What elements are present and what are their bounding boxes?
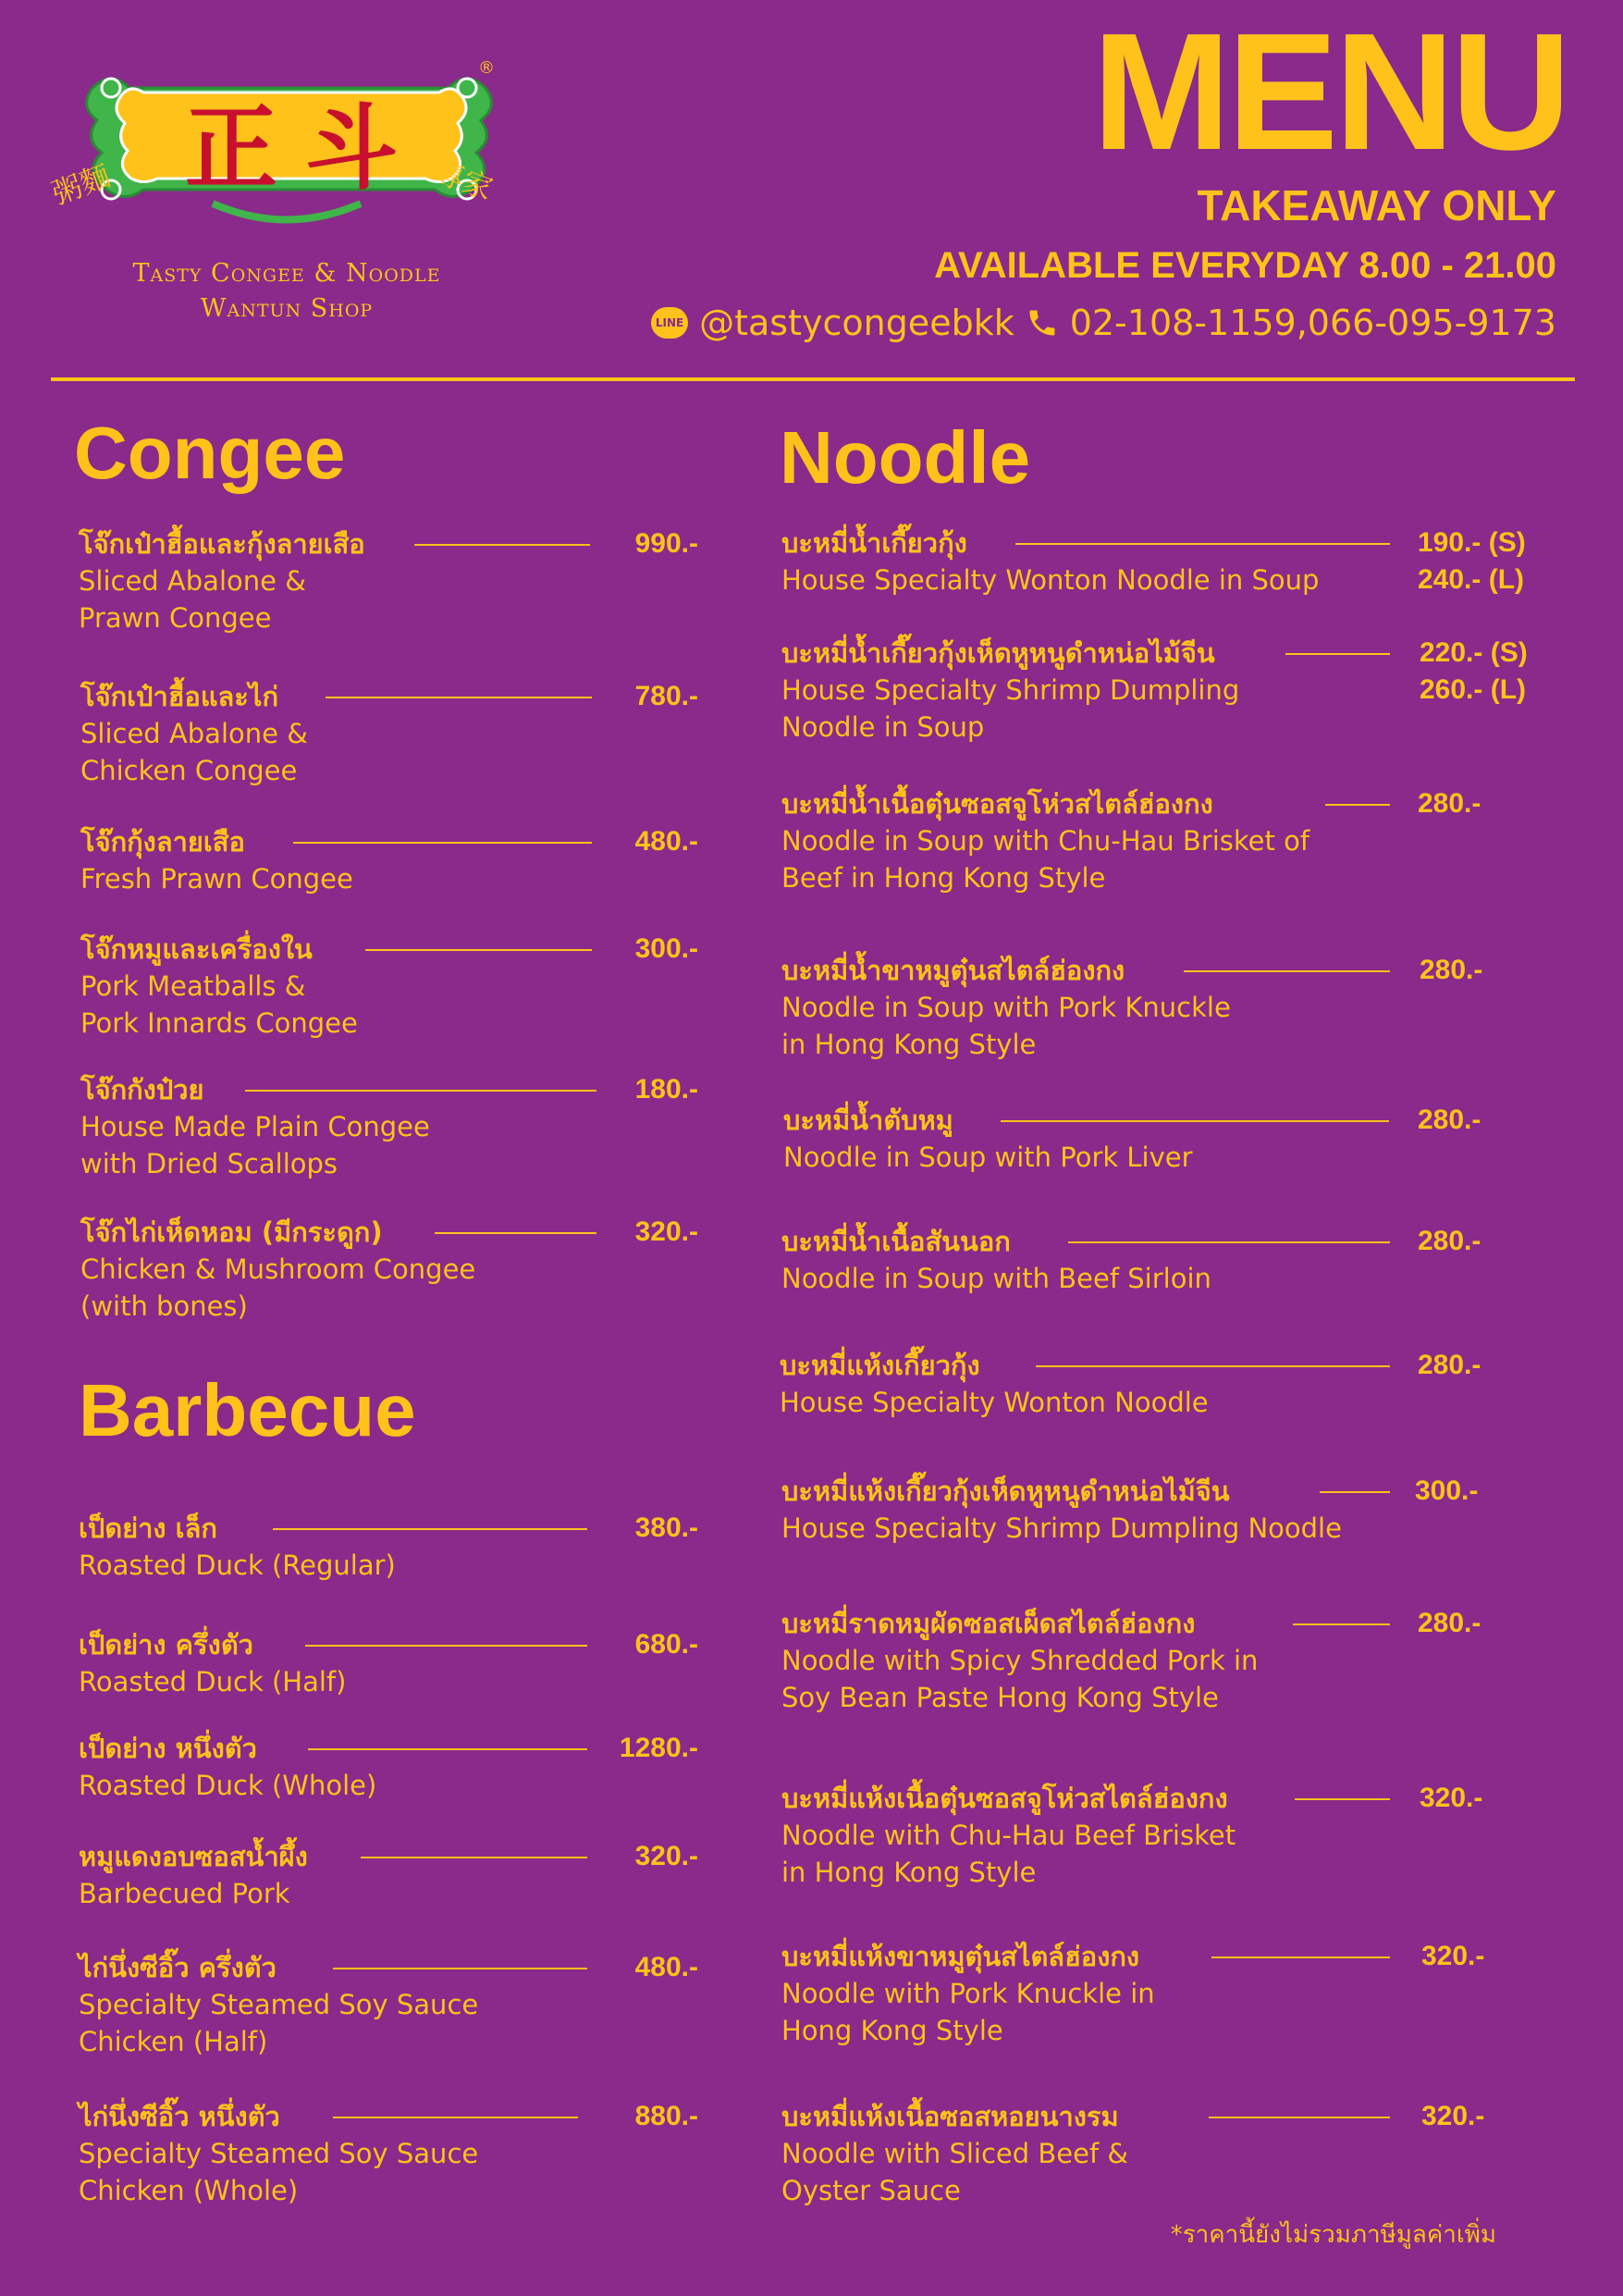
item-price: 680.- <box>634 1629 698 1660</box>
line-icon: LINE <box>651 307 688 339</box>
noodle-title: Noodle <box>780 416 1031 499</box>
menu-item <box>781 785 1540 896</box>
leader-line <box>1295 1798 1390 1800</box>
leader-line <box>305 1645 587 1647</box>
item-thai-name: โจ๊กหมูและเครื่องใน <box>80 933 313 965</box>
item-price: 280.- <box>1420 955 1483 985</box>
item-price: 300.- <box>634 933 698 964</box>
item-price: 880.- <box>634 2101 698 2131</box>
item-thai-name: บะหมี่น้ำเกี๊ยวกุ้ง <box>781 527 967 559</box>
item-english-name: House Specialty Shrimp Dumpling <box>781 674 1240 706</box>
menu-item <box>80 678 698 789</box>
logo-side-left: 粥麵 <box>47 158 116 212</box>
item-english-name: in Hong Kong Style <box>781 1029 1037 1060</box>
item-english-name: in Hong Kong Style <box>781 1857 1037 1888</box>
item-price: 380.- <box>634 1512 698 1543</box>
opening-hours: AVAILABLE EVERYDAY 8.00 - 21.00 <box>934 245 1556 286</box>
menu-item <box>79 1510 698 1584</box>
item-thai-name: บะหมี่น้ำขาหมูตุ๋นสไตล์ฮ่องกง <box>781 955 1125 986</box>
menu-item <box>781 525 1540 599</box>
item-thai-name: โจ๊กเป๋าฮื้อและกุ้งลายเสือ <box>79 528 365 560</box>
leader-line <box>1184 970 1390 972</box>
menu-item <box>781 1223 1540 1297</box>
menu-item <box>80 931 698 1042</box>
leader-line <box>365 949 592 951</box>
leader-line <box>435 1232 596 1234</box>
item-price: 1280.- <box>619 1733 698 1763</box>
menu-item <box>781 2098 1540 2209</box>
item-thai-name: บะหมี่แห้งเกี๊ยวกุ้ง <box>780 1350 980 1381</box>
item-english-name: Noodle with Spicy Shredded Pork in <box>781 1645 1259 1676</box>
menu-item <box>780 1347 1540 1421</box>
item-english-name: Fresh Prawn Congee <box>80 863 353 895</box>
item-thai-name: บะหมี่น้ำเนื้อตุ๋นซอสจูโห่วสไตล์ฮ่องกง <box>781 788 1213 820</box>
menu-title: MENU <box>1092 0 1568 185</box>
leader-line <box>273 1528 587 1530</box>
item-english-name: Noodle in Soup <box>781 711 985 743</box>
menu-item <box>79 1949 698 2060</box>
item-thai-name: บะหมี่แห้งเนื้อซอสหอยนางรม <box>781 2101 1119 2132</box>
menu-item <box>781 635 1540 746</box>
logo-side-right: 專家 <box>429 154 498 207</box>
item-english-name: (with bones) <box>80 1290 248 1322</box>
item-english-name: Noodle in Soup with Chu-Hau Brisket of <box>781 825 1310 857</box>
item-thai-name: บะหมี่น้ำเกี๊ยวกุ้งเห็ดหูหนูดำหน่อไม้จีน <box>781 637 1215 669</box>
item-english-name: Roasted Duck (Half) <box>79 1666 347 1697</box>
menu-item <box>783 1102 1540 1176</box>
item-thai-name: ไก่นึ่งซีอิ๊ว ครึ่งตัว <box>79 1952 277 1983</box>
item-english-name: Pork Meatballs & <box>80 970 306 1002</box>
menu-item <box>79 2098 698 2209</box>
congee-title: Congee <box>74 412 346 494</box>
leader-line <box>1209 2117 1390 2118</box>
item-price: 780.- <box>634 681 698 711</box>
registered-mark: ® <box>478 58 495 78</box>
line-id[interactable]: @tastycongeebkk <box>699 302 1014 343</box>
item-price: 320.- <box>1421 1941 1485 1971</box>
item-thai-name: โจ๊กกุ้งลายเสือ <box>80 826 245 858</box>
item-english-name: Noodle in Soup with Pork Knuckle <box>781 992 1231 1023</box>
item-english-name: with Dried Scallops <box>80 1148 338 1179</box>
item-english-name: Barbecued Pork <box>79 1878 290 1909</box>
leader-line <box>1293 1623 1390 1625</box>
item-price-large: 240.- (L) <box>1418 564 1525 595</box>
item-english-name: Chicken Congee <box>80 755 298 786</box>
item-price: 320.- <box>634 1841 698 1871</box>
menu-item <box>79 1626 698 1700</box>
menu-item <box>79 1730 698 1804</box>
item-price: 280.- <box>1418 788 1482 819</box>
menu-item <box>80 1071 698 1182</box>
item-thai-name: โจ๊กเป๋าฮื้อและไก่ <box>80 681 279 712</box>
leader-line <box>1285 653 1390 655</box>
item-english-name: Sliced Abalone & <box>79 565 306 597</box>
menu-item <box>781 1938 1540 2049</box>
contact-info <box>651 302 1556 343</box>
leader-line <box>245 1090 596 1092</box>
takeaway-only: TAKEAWAY ONLY <box>1197 181 1556 229</box>
item-english-name: Roasted Duck (Whole) <box>79 1770 377 1801</box>
item-thai-name: หมูแดงอบซอสน้ำผึ้ง <box>79 1841 308 1872</box>
item-english-name: House Specialty Wonton Noodle in Soup <box>781 564 1320 596</box>
menu-item <box>781 1605 1540 1716</box>
item-english-name: Oyster Sauce <box>781 2175 961 2206</box>
item-thai-name: เป็ดย่าง เล็ก <box>79 1512 217 1544</box>
item-english-name: Chicken & Mushroom Congee <box>80 1253 476 1285</box>
item-thai-name: บะหมี่แห้งเกี๊ยวกุ้งเห็ดหูหนูดำหน่อไม้จีน <box>781 1475 1230 1507</box>
item-price: 180.- <box>634 1074 698 1105</box>
item-price: 280.- <box>1418 1105 1482 1135</box>
item-english-name: Noodle with Sliced Beef & <box>781 2138 1129 2169</box>
logo-chinese-name: 正斗 <box>185 93 425 203</box>
menu-item <box>80 823 698 897</box>
item-english-name: House Made Plain Congee <box>80 1111 430 1142</box>
item-english-name: Noodle with Pork Knuckle in <box>781 1978 1155 2009</box>
logo-tagline-1: Tasty Congee & Noodle <box>132 259 441 288</box>
item-thai-name: โจ๊กกังป๋วย <box>80 1074 204 1105</box>
item-english-name: Specialty Steamed Soy Sauce <box>79 2138 479 2169</box>
item-thai-name: บะหมี่น้ำตับหมู <box>783 1105 953 1136</box>
item-thai-name: บะหมี่น้ำเนื้อสันนอก <box>781 1226 1011 1257</box>
item-english-name: Pork Innards Congee <box>80 1007 358 1039</box>
leader-line <box>1325 804 1390 806</box>
menu-item <box>80 1214 698 1325</box>
item-thai-name: บะหมี่แห้งเนื้อตุ๋นซอสจูโห่วสไตล์ฮ่องกง <box>781 1783 1228 1814</box>
item-english-name: Soy Bean Paste Hong Kong Style <box>781 1682 1219 1713</box>
item-price: 220.- (S) <box>1420 637 1528 668</box>
item-price: 320.- <box>634 1216 698 1247</box>
brand-logo <box>47 51 527 338</box>
item-price: 280.- <box>1418 1226 1482 1256</box>
item-price: 280.- <box>1418 1608 1482 1638</box>
leader-line <box>361 1857 587 1858</box>
leader-line <box>333 2117 578 2118</box>
item-price: 320.- <box>1421 2101 1485 2131</box>
item-thai-name: เป็ดย่าง ครึ่งตัว <box>79 1629 253 1660</box>
phone-numbers[interactable]: 02-108-1159,066-095-9173 <box>1069 302 1556 343</box>
item-english-name: Chicken (Half) <box>79 2026 268 2057</box>
item-price-large: 260.- (L) <box>1420 674 1527 705</box>
item-english-name: Prawn Congee <box>79 602 272 634</box>
leader-line <box>1015 543 1390 545</box>
item-price: 280.- <box>1418 1350 1482 1380</box>
item-thai-name: ไก่นึ่งซีอิ๊ว หนึ่งตัว <box>79 2101 280 2132</box>
item-english-name: Hong Kong Style <box>781 2015 1003 2046</box>
header-divider <box>51 377 1575 381</box>
leader-line <box>1068 1241 1390 1243</box>
leader-line <box>333 1968 587 1969</box>
item-english-name: Noodle in Soup with Beef Sirloin <box>781 1263 1211 1294</box>
item-english-name: Noodle with Chu-Hau Beef Brisket <box>781 1820 1236 1851</box>
menu-item <box>79 1838 698 1912</box>
vat-footnote: *ราคานี้ยังไม่รวมภาษีมูลค่าเพิ่ม <box>1170 2221 1496 2249</box>
item-english-name: Noodle in Soup with Pork Liver <box>783 1142 1193 1173</box>
item-price: 320.- <box>1420 1783 1483 1813</box>
item-english-name: Specialty Steamed Soy Sauce <box>79 1989 479 2020</box>
leader-line <box>1036 1365 1390 1367</box>
leader-line <box>1211 1957 1390 1958</box>
item-english-name: House Specialty Shrimp Dumpling Noodle <box>781 1512 1342 1544</box>
phone-icon <box>1026 305 1059 340</box>
item-thai-name: เป็ดย่าง หนึ่งตัว <box>79 1733 257 1764</box>
item-price: 190.- (S) <box>1418 527 1526 558</box>
item-english-name: House Specialty Wonton Noodle <box>780 1387 1209 1418</box>
leader-line <box>293 842 592 844</box>
item-price: 300.- <box>1415 1475 1479 1506</box>
barbecue-title: Barbecue <box>79 1369 416 1451</box>
item-english-name: Roasted Duck (Regular) <box>79 1549 396 1581</box>
item-english-name: Chicken (Whole) <box>79 2175 299 2206</box>
logo-tagline-2: Wantun Shop <box>200 294 374 323</box>
leader-line <box>308 1748 587 1750</box>
item-price: 480.- <box>634 1952 698 1982</box>
item-price: 990.- <box>634 528 698 559</box>
leader-line <box>326 697 592 698</box>
leader-line <box>414 544 590 546</box>
item-thai-name: บะหมี่แห้งขาหมูตุ๋นสไตล์ฮ่องกง <box>781 1941 1140 1972</box>
item-thai-name: โจ๊กไก่เห็ดหอม (มีกระดูก) <box>80 1216 383 1248</box>
item-english-name: Sliced Abalone & <box>80 718 308 749</box>
leader-line <box>1001 1120 1389 1122</box>
item-english-name: Beef in Hong Kong Style <box>781 862 1106 894</box>
menu-item <box>79 525 698 636</box>
item-thai-name: บะหมี่ราดหมูผัดซอสเผ็ดสไตล์ฮ่องกง <box>781 1608 1196 1639</box>
item-price: 480.- <box>634 826 698 857</box>
menu-item <box>781 952 1540 1063</box>
menu-item <box>781 1473 1540 1547</box>
menu-item <box>781 1780 1540 1891</box>
leader-line <box>1320 1491 1390 1493</box>
